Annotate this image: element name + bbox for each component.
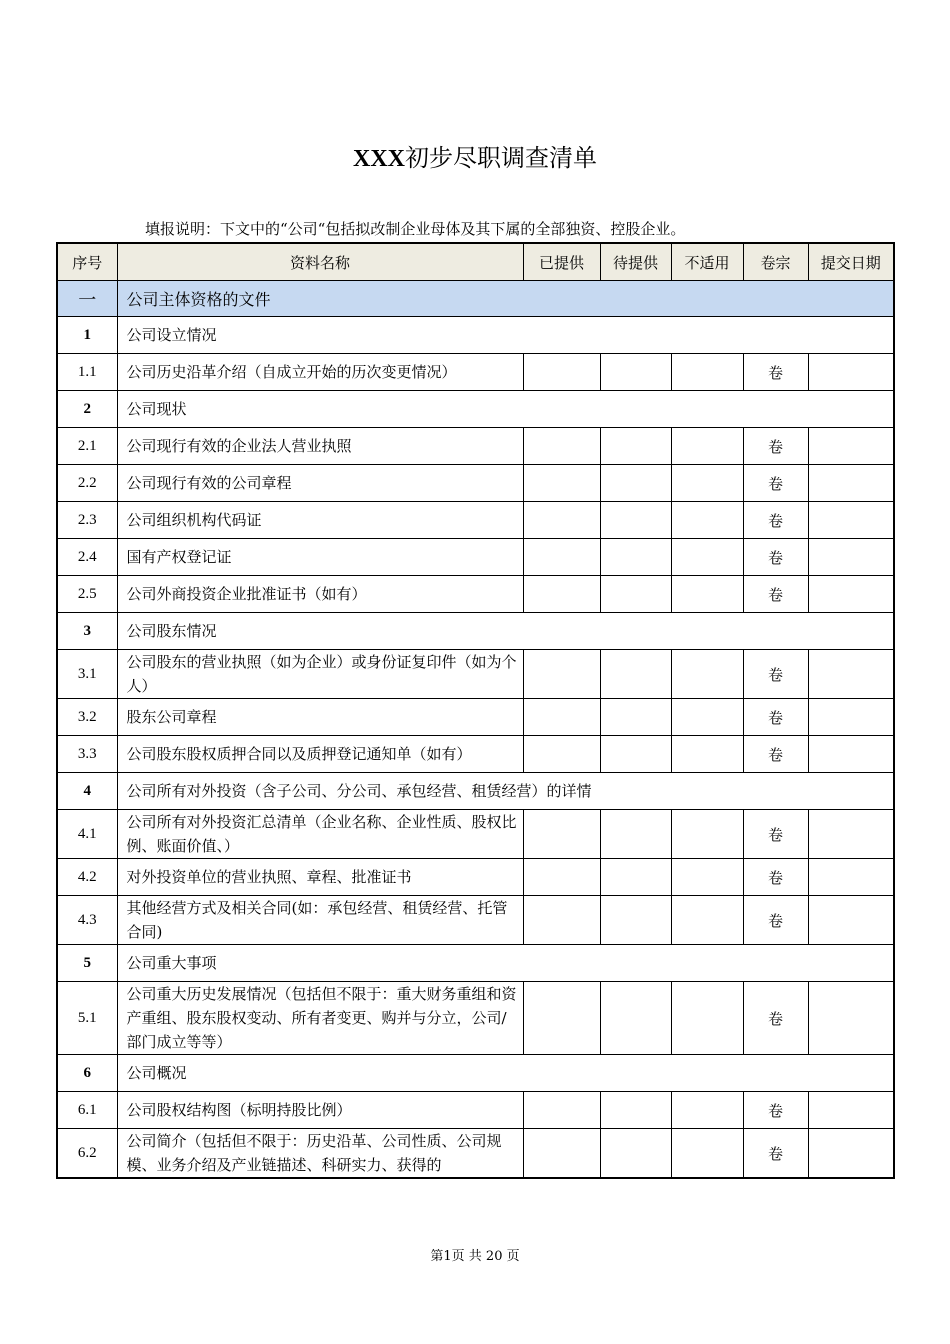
item-number: 3.1	[57, 650, 117, 699]
item-number: 3.2	[57, 699, 117, 736]
file-cell: 卷	[743, 982, 808, 1055]
item-name: 公司简介（包括但不限于：历史沿革、公司性质、公司规模、业务介绍及产业链描述、科研实力、获得的	[117, 1129, 523, 1179]
item-number: 4.3	[57, 896, 117, 945]
item-number: 2.4	[57, 539, 117, 576]
group-title: 公司概况	[117, 1055, 894, 1092]
submit-date-cell[interactable]	[808, 1129, 894, 1179]
page-footer: 第1页 共 20 页	[430, 1249, 520, 1264]
title-latin: XXX	[353, 146, 405, 172]
not-applicable-cell[interactable]	[671, 859, 743, 896]
title-text: 初步尽职调查清单	[405, 144, 597, 172]
item-row	[57, 502, 894, 539]
file-cell: 卷	[743, 736, 808, 773]
item-number: 2.1	[57, 428, 117, 465]
group-number: 1	[57, 317, 117, 354]
header-pending: 待提供	[600, 243, 671, 281]
file-cell: 卷	[743, 576, 808, 613]
item-name: 公司股东股权质押合同以及质押登记通知单（如有）	[117, 736, 523, 773]
not-applicable-cell[interactable]	[671, 1129, 743, 1179]
item-row	[57, 699, 894, 736]
file-cell: 卷	[743, 896, 808, 945]
pending-cell[interactable]	[600, 1129, 671, 1179]
group-row	[57, 317, 894, 354]
item-number: 2.5	[57, 576, 117, 613]
group-row	[57, 391, 894, 428]
pending-cell[interactable]	[600, 354, 671, 391]
pending-cell[interactable]	[600, 650, 671, 699]
provided-cell[interactable]	[523, 465, 600, 502]
item-name: 公司重大历史发展情况（包括但不限于：重大财务重组和资产重组、股东股权变动、所有者变更、购并与分立，公司/部门成立等等）	[117, 982, 523, 1055]
item-name: 公司股权结构图（标明持股比例）	[117, 1092, 523, 1129]
group-row	[57, 773, 894, 810]
group-title: 公司所有对外投资（含子公司、分公司、承包经营、租赁经营）的详情	[117, 773, 894, 810]
pending-cell[interactable]	[600, 576, 671, 613]
pending-cell[interactable]	[600, 428, 671, 465]
item-row	[57, 859, 894, 896]
file-cell: 卷	[743, 465, 808, 502]
item-row	[57, 736, 894, 773]
submit-date-cell[interactable]	[808, 810, 894, 859]
pending-cell[interactable]	[600, 810, 671, 859]
file-cell: 卷	[743, 428, 808, 465]
submit-date-cell[interactable]	[808, 859, 894, 896]
submit-date-cell[interactable]	[808, 465, 894, 502]
provided-cell[interactable]	[523, 650, 600, 699]
not-applicable-cell[interactable]	[671, 699, 743, 736]
file-cell: 卷	[743, 354, 808, 391]
group-number: 5	[57, 945, 117, 982]
item-row	[57, 576, 894, 613]
provided-cell[interactable]	[523, 982, 600, 1055]
group-title: 公司现状	[117, 391, 894, 428]
item-row	[57, 810, 894, 859]
header-file: 卷宗	[743, 243, 808, 281]
pending-cell[interactable]	[600, 896, 671, 945]
section-number: 一	[57, 281, 117, 317]
item-name: 公司现行有效的企业法人营业执照	[117, 428, 523, 465]
not-applicable-cell[interactable]	[671, 502, 743, 539]
submit-date-cell[interactable]	[808, 428, 894, 465]
item-name: 公司现行有效的公司章程	[117, 465, 523, 502]
pending-cell[interactable]	[600, 699, 671, 736]
file-cell: 卷	[743, 1092, 808, 1129]
submit-date-cell[interactable]	[808, 982, 894, 1055]
item-name: 国有产权登记证	[117, 539, 523, 576]
provided-cell[interactable]	[523, 859, 600, 896]
pending-cell[interactable]	[600, 982, 671, 1055]
provided-cell[interactable]	[523, 736, 600, 773]
item-number: 6.2	[57, 1129, 117, 1179]
item-row	[57, 982, 894, 1055]
group-title: 公司股东情况	[117, 613, 894, 650]
item-number: 2.3	[57, 502, 117, 539]
file-cell: 卷	[743, 810, 808, 859]
not-applicable-cell[interactable]	[671, 576, 743, 613]
item-number: 4.2	[57, 859, 117, 896]
provided-cell[interactable]	[523, 810, 600, 859]
item-number: 1.1	[57, 354, 117, 391]
provided-cell[interactable]	[523, 576, 600, 613]
header-material-name: 资料名称	[117, 243, 523, 281]
group-title: 公司设立情况	[117, 317, 894, 354]
pending-cell[interactable]	[600, 502, 671, 539]
provided-cell[interactable]	[523, 502, 600, 539]
provided-cell[interactable]	[523, 699, 600, 736]
item-row	[57, 428, 894, 465]
submit-date-cell[interactable]	[808, 650, 894, 699]
group-number: 3	[57, 613, 117, 650]
item-number: 5.1	[57, 982, 117, 1055]
not-applicable-cell[interactable]	[671, 465, 743, 502]
section-row	[57, 281, 894, 317]
pending-cell[interactable]	[600, 465, 671, 502]
provided-cell[interactable]	[523, 1129, 600, 1179]
header-row	[57, 243, 894, 281]
group-number: 2	[57, 391, 117, 428]
item-number: 4.1	[57, 810, 117, 859]
submit-date-cell[interactable]	[808, 539, 894, 576]
item-name: 公司组织机构代码证	[117, 502, 523, 539]
item-row	[57, 896, 894, 945]
not-applicable-cell[interactable]	[671, 1092, 743, 1129]
item-name: 公司股东的营业执照（如为企业）或身份证复印件（如为个人）	[117, 650, 523, 699]
header-not-applicable: 不适用	[671, 243, 743, 281]
item-name: 公司所有对外投资汇总清单（企业名称、企业性质、股权比例、账面价值、）	[117, 810, 523, 859]
item-row	[57, 1129, 894, 1179]
group-row	[57, 945, 894, 982]
group-number: 4	[57, 773, 117, 810]
group-row	[57, 1055, 894, 1092]
item-name: 其他经营方式及相关合同(如：承包经营、租赁经营、托管合同)	[117, 896, 523, 945]
pending-cell[interactable]	[600, 1092, 671, 1129]
not-applicable-cell[interactable]	[671, 810, 743, 859]
not-applicable-cell[interactable]	[671, 539, 743, 576]
submit-date-cell[interactable]	[808, 699, 894, 736]
item-row	[57, 1092, 894, 1129]
submit-date-cell[interactable]	[808, 502, 894, 539]
item-number: 2.2	[57, 465, 117, 502]
item-name: 对外投资单位的营业执照、章程、批准证书	[117, 859, 523, 896]
item-name: 公司历史沿革介绍（自成立开始的历次变更情况）	[117, 354, 523, 391]
header-provided: 已提供	[523, 243, 600, 281]
not-applicable-cell[interactable]	[671, 354, 743, 391]
file-cell: 卷	[743, 650, 808, 699]
submit-date-cell[interactable]	[808, 736, 894, 773]
group-number: 6	[57, 1055, 117, 1092]
pending-cell[interactable]	[600, 859, 671, 896]
item-number: 3.3	[57, 736, 117, 773]
not-applicable-cell[interactable]	[671, 428, 743, 465]
provided-cell[interactable]	[523, 1092, 600, 1129]
provided-cell[interactable]	[523, 428, 600, 465]
header-submit-date: 提交日期	[808, 243, 894, 281]
provided-cell[interactable]	[523, 896, 600, 945]
section-title: 公司主体资格的文件	[117, 281, 894, 317]
item-row	[57, 354, 894, 391]
file-cell: 卷	[743, 699, 808, 736]
group-row	[57, 613, 894, 650]
not-applicable-cell[interactable]	[671, 736, 743, 773]
page-title	[0, 142, 950, 175]
item-name: 公司外商投资企业批准证书（如有）	[117, 576, 523, 613]
not-applicable-cell[interactable]	[671, 896, 743, 945]
checklist-table	[56, 242, 895, 1179]
submit-date-cell[interactable]	[808, 1092, 894, 1129]
pending-cell[interactable]	[600, 736, 671, 773]
file-cell: 卷	[743, 539, 808, 576]
group-title: 公司重大事项	[117, 945, 894, 982]
not-applicable-cell[interactable]	[671, 982, 743, 1055]
item-number: 6.1	[57, 1092, 117, 1129]
file-cell: 卷	[743, 859, 808, 896]
provided-cell[interactable]	[523, 354, 600, 391]
not-applicable-cell[interactable]	[671, 650, 743, 699]
item-name: 股东公司章程	[117, 699, 523, 736]
table-body	[57, 281, 894, 1179]
header-seq: 序号	[57, 243, 117, 281]
submit-date-cell[interactable]	[808, 354, 894, 391]
item-row	[57, 539, 894, 576]
item-row	[57, 650, 894, 699]
submit-date-cell[interactable]	[808, 896, 894, 945]
provided-cell[interactable]	[523, 539, 600, 576]
item-row	[57, 465, 894, 502]
submit-date-cell[interactable]	[808, 576, 894, 613]
pending-cell[interactable]	[600, 539, 671, 576]
fill-instructions: 填报说明：下文中的“公司“包括拟改制企业母体及其下属的全部独资、控股企业。	[145, 220, 686, 238]
file-cell: 卷	[743, 502, 808, 539]
file-cell: 卷	[743, 1129, 808, 1179]
